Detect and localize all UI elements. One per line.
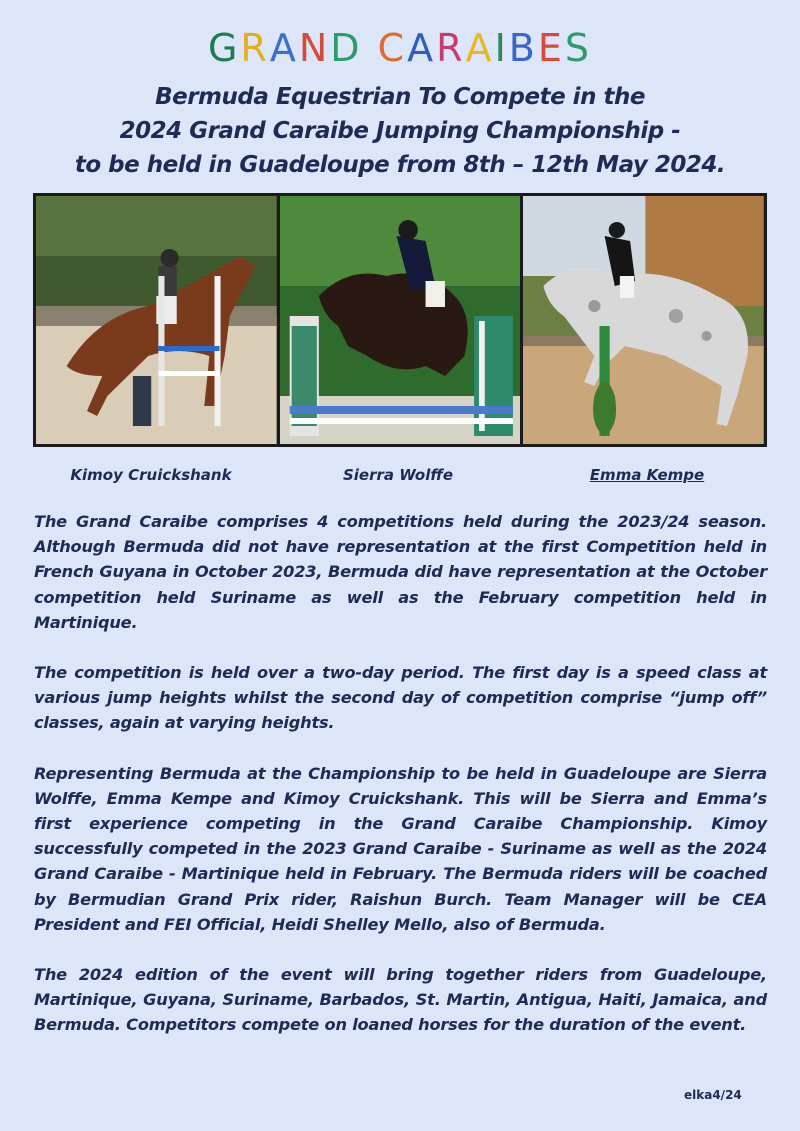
caption-kimoy-cruickshank: Kimoy Cruickshank	[70, 466, 232, 484]
logo-letter: R	[436, 26, 466, 70]
rider-photo-strip	[33, 193, 767, 447]
photo-kimoy-cruickshank	[36, 196, 277, 444]
headline-line-2: 2024 Grand Caraibe Jumping Championship -	[119, 118, 681, 144]
paragraph-format: The competition is held over a two-day period. The first day is a speed class at various jump heights whilst the second day of competition comprise “jump off” classes, again at varying heights.	[34, 663, 767, 733]
logo-letter: A	[407, 26, 437, 70]
logo-letter: A	[269, 26, 299, 70]
logo-letter: S	[564, 26, 593, 70]
logo-letter: C	[377, 26, 408, 70]
headline-line-1: Bermuda Equestrian To Compete in the	[155, 84, 645, 110]
paragraph-competitions: The Grand Caraibe comprises 4 competitions held during the 2023/24 season. Although Bermuda did not have representation at the first Competition held in French Guyana in October 2023, Bermuda did have representation at the October competition held Suriname as well as the February competition held in Martinique.	[34, 512, 767, 632]
paragraph-participants: The 2024 edition of the event will bring together riders from Guadeloupe, Martinique, Guyana, Suriname, Barbados, St. Martin, Antigua, Haiti, Jamaica, and Bermuda. Competitors compete on loaned horses for the duration of the event.	[34, 965, 767, 1035]
photo-sierra-wolffe	[280, 196, 521, 444]
logo-letter: E	[537, 26, 565, 70]
headline	[40, 80, 760, 182]
logo-letter: A	[465, 26, 495, 70]
caption-sierra-wolffe: Sierra Wolffe	[342, 466, 454, 484]
grand-caraibes-logo	[0, 26, 800, 70]
logo-letter: R	[240, 26, 270, 70]
logo-letter: G	[207, 26, 241, 70]
photo-emma-kempe	[523, 196, 764, 444]
logo-letter: N	[298, 26, 331, 70]
logo-letter: I	[494, 26, 509, 70]
photo-captions	[33, 466, 767, 488]
headline-line-3: to be held in Guadeloupe from 8th – 12th May 2024.	[74, 152, 726, 178]
logo-letter: D	[330, 26, 363, 70]
signature: elka4/24	[684, 1088, 742, 1102]
logo-letter	[363, 26, 378, 70]
caption-emma-kempe-link[interactable]: Emma Kempe	[589, 466, 705, 484]
article-body	[34, 509, 767, 1063]
paragraph-riders: Representing Bermuda at the Championship to be held in Guadeloupe are Sierra Wolffe, Emma Kempe and Kimoy Cruickshank. This will be Sierra and Emma’s first experience competing in the Grand Caraibe Championship. Kimoy successfully competed in the 2023 Grand Caraibe - Suriname as well as the 2024 Grand Caraibe - Martinique held in February. The Bermuda riders will be coached by Bermudian Grand Prix rider, Raishun Burch. Team Manager will be CEA President and FEI Official, Heidi Shelley Mello, also of Bermuda.	[34, 763, 767, 934]
logo-letter: B	[508, 26, 538, 70]
